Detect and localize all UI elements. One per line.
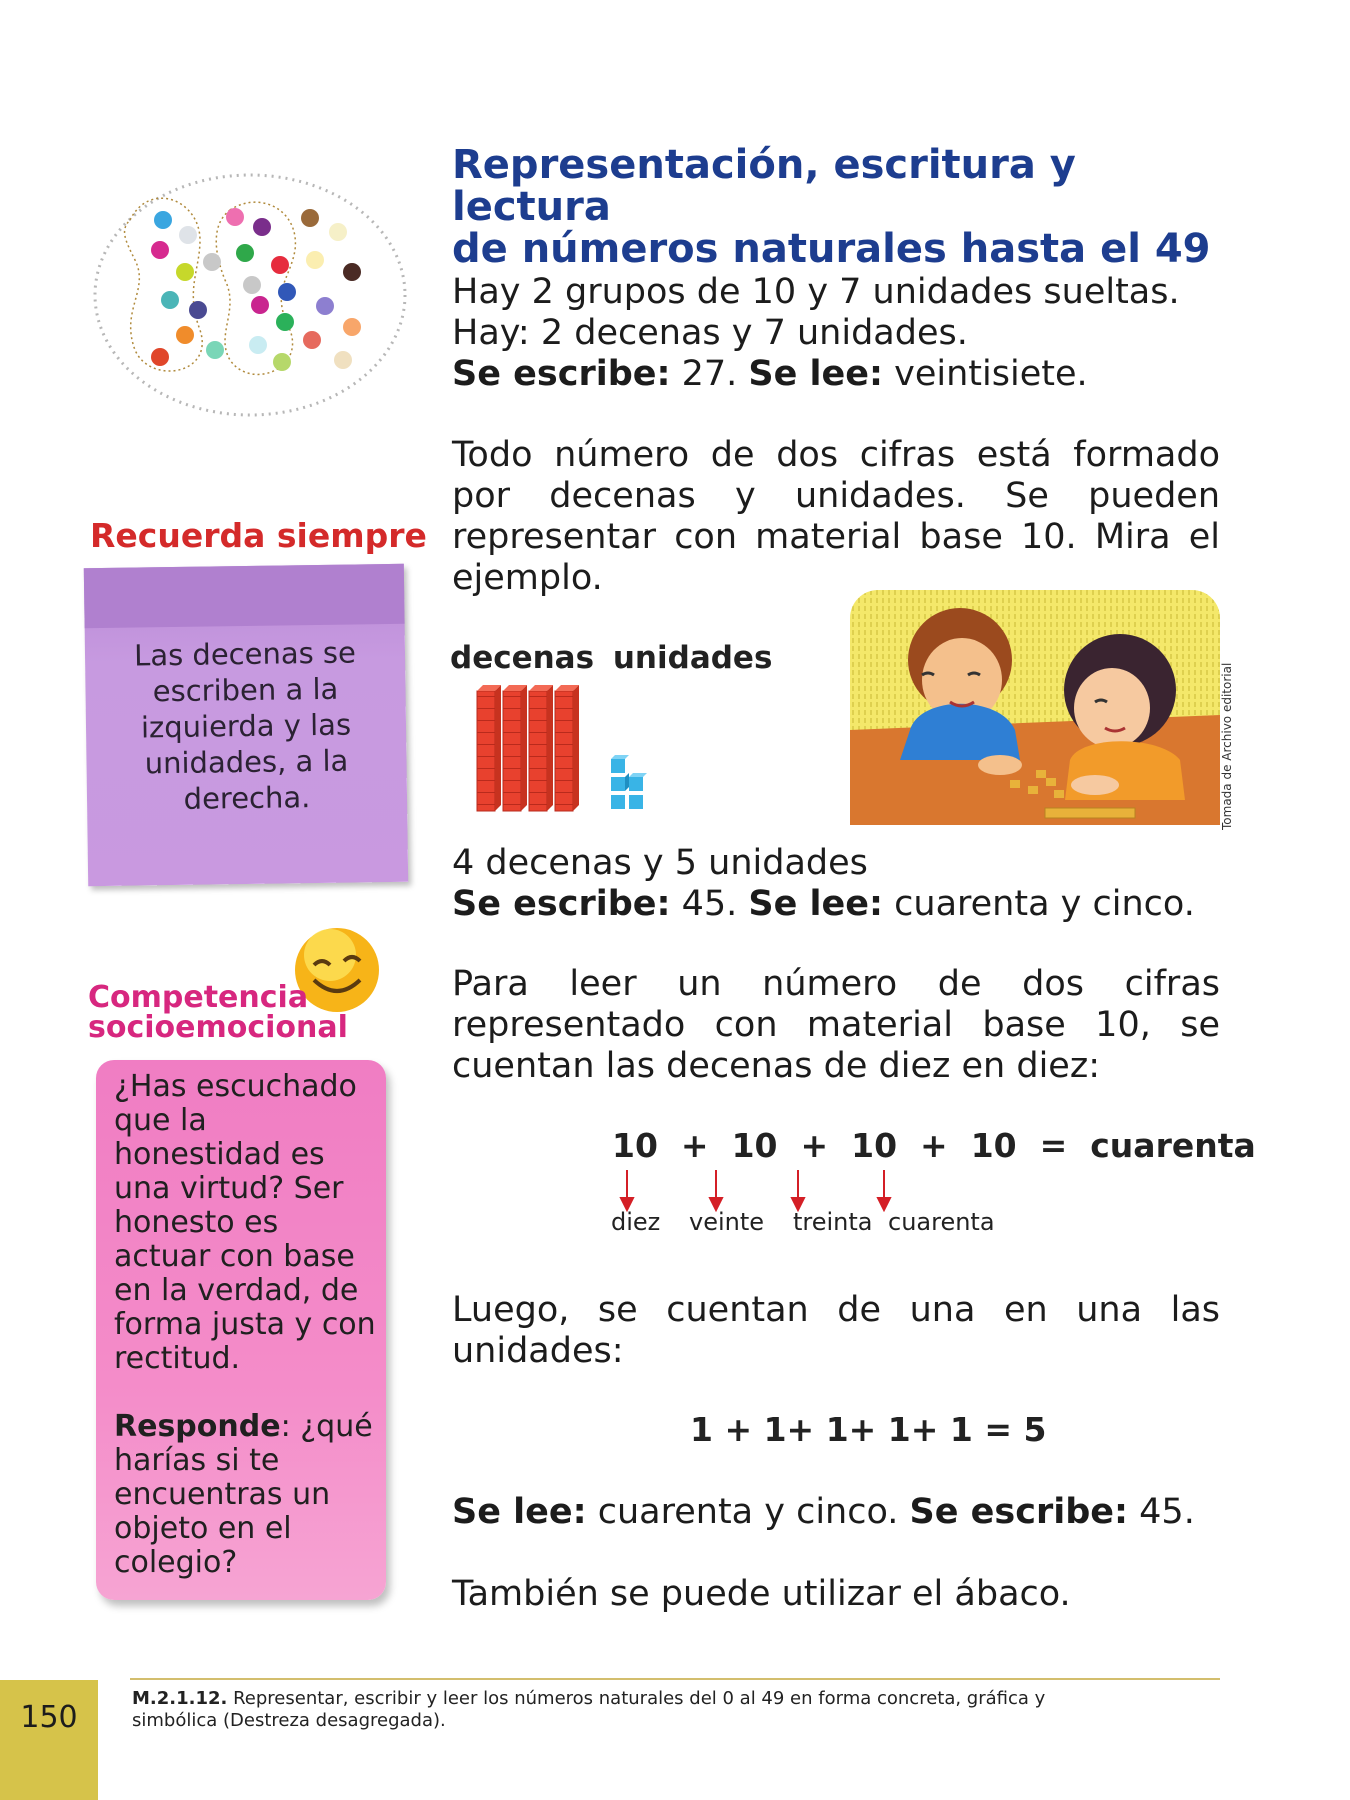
ten-rod <box>529 685 553 811</box>
reading-line-1: Para leer un número de dos cifras <box>452 964 1220 1004</box>
se-escribe-label: Se escribe: <box>909 1492 1129 1532</box>
responde-label: Responde <box>114 1409 281 1444</box>
children-counting-illustration <box>850 590 1220 825</box>
count-caption: veinte <box>689 1208 765 1236</box>
competencia-title-line-2: socioemocional <box>88 1010 348 1045</box>
units-line-2: unidades: <box>452 1331 624 1371</box>
se-lee-label: Se lee: <box>452 1492 587 1532</box>
example-paragraph <box>452 843 1220 925</box>
sum-operator: + <box>920 1126 948 1165</box>
intro-line-3 <box>452 354 1220 395</box>
explanation-line-3: representar con material base 10. Mira el <box>452 517 1220 557</box>
reading-paragraph <box>452 964 1220 1087</box>
count-caption: treinta <box>793 1208 873 1236</box>
skill-code: M.2.1.12. <box>132 1688 228 1709</box>
sum-operator: + <box>680 1126 709 1165</box>
reading-line-3: cuentan las decenas de diez en diez: <box>452 1046 1100 1086</box>
sum-term: 10 <box>731 1126 778 1165</box>
unidades-label: unidades <box>612 640 773 676</box>
sum-equals: = <box>1039 1126 1068 1165</box>
page-number-box <box>0 1680 98 1800</box>
photo-credit: Tomada de Archivo editorial <box>1220 662 1234 830</box>
unit-cube <box>629 795 643 809</box>
unit-cube <box>629 773 647 791</box>
intro-line-2: Hay: 2 decenas y 7 unidades. <box>452 313 968 353</box>
se-escribe-value: 27. <box>670 354 749 394</box>
sticky-note-text: Las decenas se escriben a la izquierda y las unidades, a la derecha. <box>133 635 357 816</box>
socioemotional-question: ¿Has escuchado que la honestidad es una virtud? Ser honesto es actuar con base en la verdad, de forma justa y con rectitud. <box>114 1069 376 1376</box>
recuerda-title: Recuerda siempre <box>90 516 427 555</box>
socioemotional-responde <box>114 1410 379 1580</box>
se-lee-value: cuarenta y cinco. <box>883 884 1195 924</box>
explanation-paragraph <box>452 435 1220 599</box>
base10-blocks <box>475 685 655 815</box>
competencia-title-line-1: Competencia <box>88 980 309 1015</box>
sticky-note-tape <box>84 564 405 628</box>
explanation-line-2: por decenas y unidades. Se pueden <box>452 476 1220 516</box>
abacus-line: También se puede utilizar el ábaco. <box>452 1574 1071 1614</box>
sum-operator: + <box>800 1126 829 1165</box>
count-arrows <box>600 1168 920 1212</box>
units-paragraph <box>452 1290 1220 1372</box>
conclusion-line <box>452 1492 1220 1533</box>
se-lee-value: cuarenta y cinco. <box>586 1492 910 1532</box>
tens-sum <box>612 1126 1256 1165</box>
sum-term: 10 <box>851 1126 898 1165</box>
reading-line-2: representado con material base 10, se <box>452 1005 1220 1045</box>
responde-question: : ¿qué harías si te encuentras un objeto en el colegio? <box>114 1409 373 1580</box>
decenas-label: decenas <box>450 640 595 676</box>
footer-divider <box>130 1678 1220 1680</box>
count-caption: cuarenta <box>888 1208 995 1236</box>
units-line-1: Luego, se cuentan de una en una las <box>452 1290 1220 1330</box>
intro-line-1: Hay 2 grupos de 10 y 7 unidades sueltas. <box>452 272 1180 312</box>
base10-labels <box>450 640 772 676</box>
socioemotional-text <box>114 1070 379 1580</box>
se-lee-label: Se lee: <box>748 354 884 394</box>
se-lee-value: veintisiete. <box>883 354 1088 394</box>
socioemotional-box <box>96 1060 386 1600</box>
page-title <box>452 144 1212 270</box>
se-escribe-value: 45. <box>1128 1492 1195 1532</box>
sum-result: cuarenta <box>1090 1126 1256 1165</box>
example-line-2 <box>452 884 1220 925</box>
unit-cube <box>611 755 629 773</box>
ten-rod <box>503 685 527 811</box>
se-escribe-value: 45. <box>670 884 749 924</box>
unit-cube <box>611 795 625 809</box>
ten-rod <box>477 685 501 811</box>
intro-paragraph <box>452 272 1220 395</box>
sum-term: 10 <box>970 1126 1017 1165</box>
explanation-line-4: ejemplo. <box>452 558 603 598</box>
unit-cube <box>611 773 629 791</box>
units-sum: 1 + 1+ 1+ 1+ 1 = 5 <box>690 1410 1047 1449</box>
dots <box>151 208 361 371</box>
count-caption: diez <box>611 1208 661 1236</box>
footer-skill-text <box>132 1688 1132 1732</box>
page-number: 150 <box>20 1700 78 1735</box>
se-escribe-label: Se escribe: <box>452 884 671 924</box>
title-line-2: de números naturales hasta el 49 <box>452 226 1211 272</box>
explanation-line-1: Todo número de dos cifras está formado <box>452 435 1220 475</box>
example-line-1: 4 decenas y 5 unidades <box>452 843 868 883</box>
skill-description: Representar, escribir y leer los números naturales del 0 al 49 en forma concreta, gráfica y simbólica (Destreza desagregada). <box>132 1688 1046 1731</box>
title-line-1: Representación, escritura y lectura <box>452 142 1076 230</box>
sticky-note <box>84 564 408 886</box>
ten-rod <box>555 685 579 811</box>
dots-grouping-illustration <box>90 160 410 430</box>
se-lee-label: Se lee: <box>748 884 884 924</box>
se-escribe-label: Se escribe: <box>452 354 671 394</box>
sum-term: 10 <box>612 1126 658 1165</box>
